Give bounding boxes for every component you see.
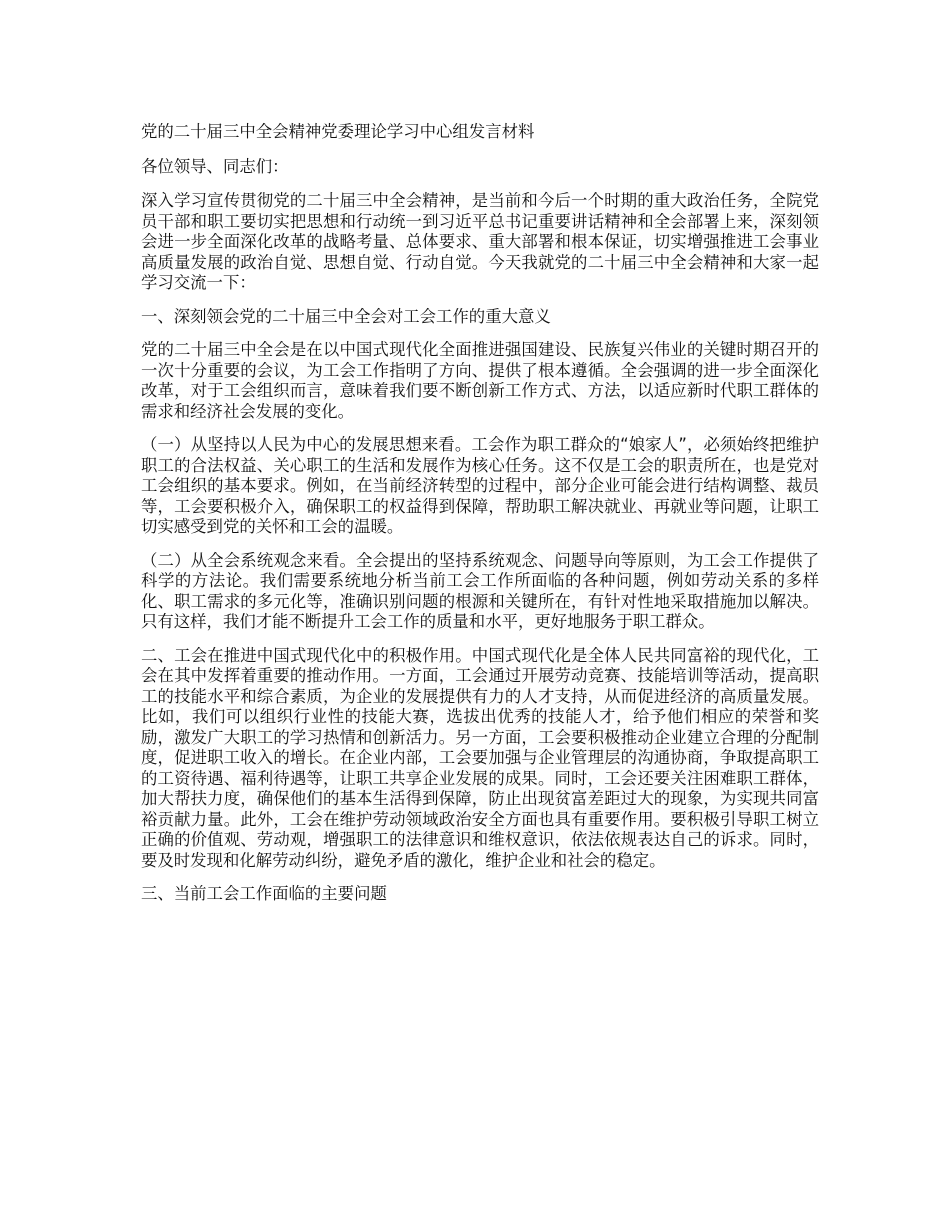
section-heading-3: 三、当前工会工作面临的主要问题 xyxy=(141,884,387,903)
document-title: 党的二十届三中全会精神党委理论学习中心组发言材料 xyxy=(141,122,535,141)
intro-paragraph: 深入学习宣传贯彻党的二十届三中全会精神，是当前和今后一个时期的重大政治任务，全院党员干部和职工要切实把思想和行动统一到习近平总书记重要讲话精神和全会部署上来，深刻领会进一步全面深化改革的战略考量、总体要求、重大部署和根本保证，切实增强推进工会事业高质量发展的政治自觉、思想自觉、行动自觉。今天我就党的二十届三中全会精神和大家一起学习交流一下： xyxy=(141,191,819,292)
section-heading-1: 一、深刻领会党的二十届三中全会对工会工作的重大意义 xyxy=(141,306,551,326)
body-paragraph: （一）从坚持以人民为中心的发展思想来看。工会作为职工群众的“娘家人”，必须始终把维护职工的合法权益、关心职工的生活和发展作为核心任务。这不仅是工会的职责所在，也是党对工会组织的基本要求。例如，在当前经济转型的过程中，部分企业可能会进行结构调整、裁员等，工会要积极介入，确保职工的权益得到保障，帮助职工解决就业、再就业等问题，让职工切实感受到党的关怀和工会的温暖。 xyxy=(141,435,819,536)
body-paragraph: 二、工会在推进中国式现代化中的积极作用。中国式现代化是全体人民共同富裕的现代化，工会在其中发挥着重要的推动作用。一方面，工会通过开展劳动竞赛、技能培训等活动，提高职工的技能水平和综合素质，为企业的发展提供有力的人才支持，从而促进经济的高质量发展。比如，我们可以组织行业性的技能大赛，选拔出优秀的技能人才，给予他们相应的荣誉和奖励，激发广大职工的学习热情和创新活力。另一方面，工会要积极推动企业建立合理的分配制度，促进职工收入的增长。在企业内部，工会要加强与企业管理层的沟通协商，争取提高职工的工资待遇、福利待遇等，让职工共享企业发展的成果。同时，工会还要关注困难职工群体，加大帮扶力度，确保他们的基本生活得到保障，防止出现贫富差距过大的现象，为实现共同富裕贡献力量。此外，工会在维护劳动领域政治安全方面也具有重要作用。要积极引导职工树立正确的价值观、劳动观，增强职工的法律意识和维权意识，依法依规表达自己的诉求。同时，要及时发现和化解劳动纠纷，避免矛盾的激化，维护企业和社会的稳定。 xyxy=(141,645,819,870)
document-body xyxy=(141,122,819,918)
body-paragraph: 党的二十届三中全会是在以中国式现代化全面推进强国建设、民族复兴伟业的关键时期召开的一次十分重要的会议，为工会工作指明了方向、提供了根本遵循。全会强调的进一步全面深化改革，对于工会组织而言，意味着我们要不断创新工作方式、方法，以适应新时代职工群体的需求和经济社会发展的变化。 xyxy=(141,340,819,421)
salutation: 各位领导、同志们： xyxy=(141,156,289,176)
body-paragraph: （二）从全会系统观念来看。全会提出的坚持系统观念、问题导向等原则，为工会工作提供了科学的方法论。我们需要系统地分析当前工会工作所面临的各种问题，例如劳动关系的多样化、职工需求的多元化等，准确识别问题的根源和关键所在，有针对性地采取措施加以解决。只有这样，我们才能不断提升工会工作的质量和水平，更好地服务于职工群众。 xyxy=(141,550,819,631)
